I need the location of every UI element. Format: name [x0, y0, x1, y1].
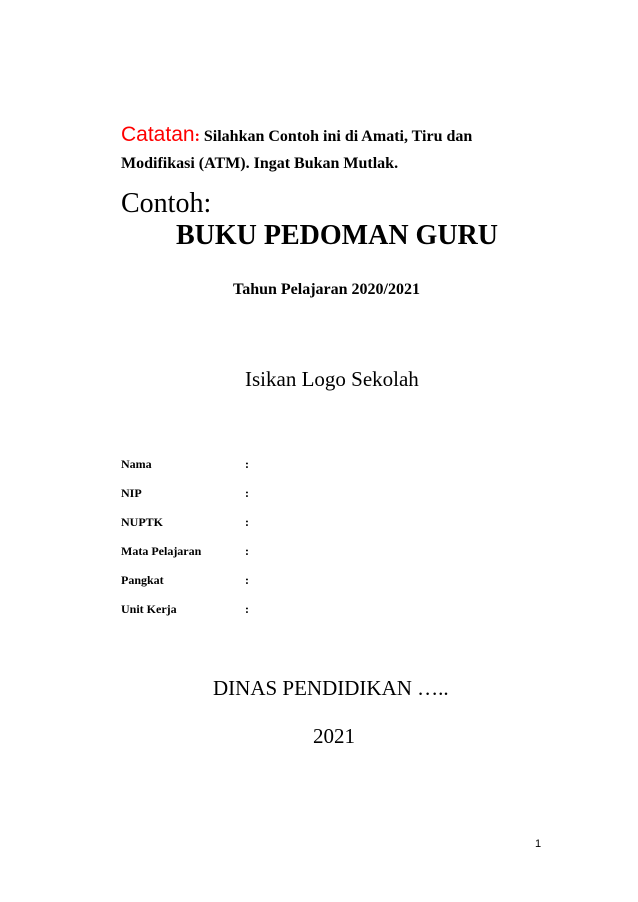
field-row-mata-pelajaran	[121, 544, 255, 573]
agency-name: DINAS PENDIDIKAN …..	[213, 676, 449, 700]
field-row-nip	[121, 486, 255, 515]
field-separator: :	[245, 602, 249, 616]
note-colon: :	[194, 128, 200, 145]
note-line-1: Silahkan Contoh ini di Amati, Tiru dan	[199, 128, 473, 145]
field-separator: :	[245, 515, 249, 529]
field-separator: :	[245, 573, 249, 587]
field-separator: :	[245, 457, 249, 471]
field-row-nama	[121, 457, 255, 486]
field-label: Pangkat	[121, 573, 164, 587]
field-label: Unit Kerja	[121, 602, 177, 616]
field-label: NIP	[121, 486, 142, 500]
academic-year: Tahun Pelajaran 2020/2021	[233, 281, 420, 298]
field-label: Nama	[121, 457, 152, 471]
school-logo-placeholder: Isikan Logo Sekolah	[245, 367, 419, 391]
note-line-2: Modifikasi (ATM). Ingat Bukan Mutlak.	[121, 155, 399, 172]
field-label: Mata Pelajaran	[121, 544, 202, 558]
field-row-nuptk	[121, 515, 255, 544]
cover-year: 2021	[313, 724, 355, 748]
field-separator: :	[245, 486, 249, 500]
page-number: 1	[535, 838, 542, 850]
note-block	[121, 121, 541, 177]
field-separator: :	[245, 544, 249, 558]
field-row-pangkat	[121, 573, 255, 602]
identity-fields	[121, 457, 255, 631]
note-label: Catatan	[121, 123, 195, 146]
document-title: BUKU PEDOMAN GURU	[176, 220, 498, 251]
field-row-unit-kerja	[121, 602, 255, 631]
example-heading: Contoh:	[121, 188, 212, 219]
field-label: NUPTK	[121, 515, 163, 529]
